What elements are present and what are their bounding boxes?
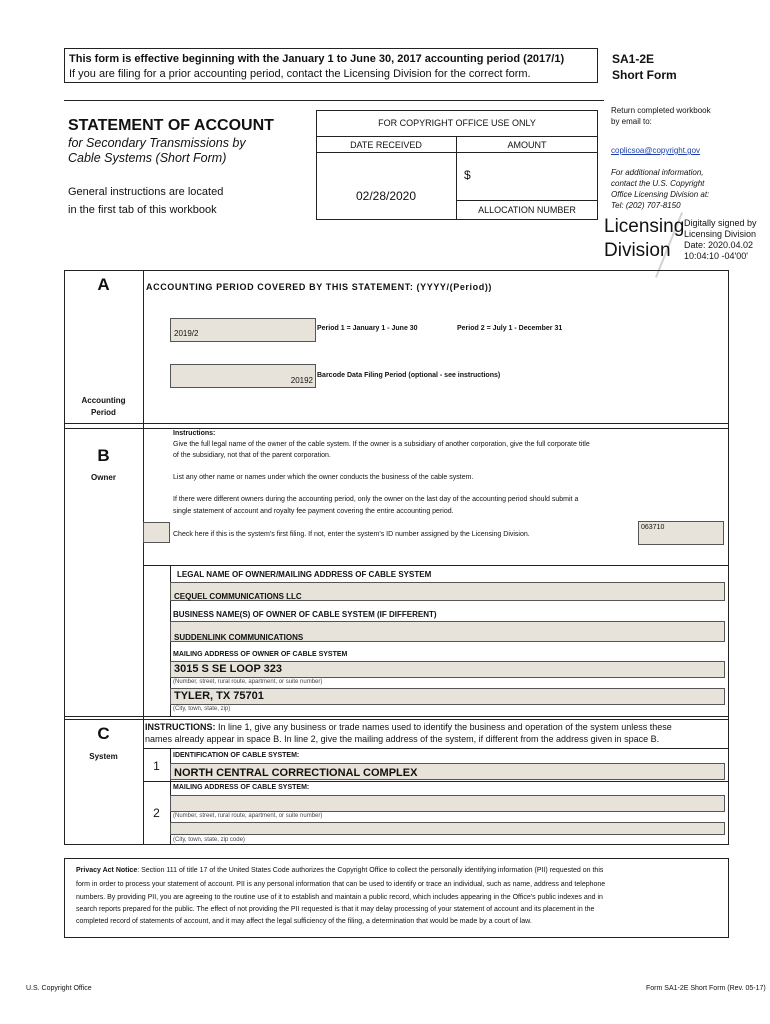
line-1-number: 1 bbox=[153, 759, 160, 773]
period-2-hint: Period 2 = July 1 - December 31 bbox=[457, 325, 563, 332]
footer-left: U.S. Copyright Office bbox=[26, 985, 92, 992]
owner-instr-4: If there were different owners during the accounting period, only the owner on the last day of the accounting period should submit a bbox=[173, 496, 579, 503]
owner-address-value: 3015 S SE LOOP 323 bbox=[174, 663, 283, 675]
legal-name-heading: LEGAL NAME OF OWNER/MAILING ADDRESS OF CABLE SYSTEM bbox=[177, 570, 432, 579]
system-instructions-bold: INSTRUCTIONS: bbox=[145, 722, 216, 732]
owner-city-hint: (City, town, state, zip) bbox=[173, 706, 231, 712]
signature-word-2: Division bbox=[604, 240, 671, 261]
prior-period-line: If you are filing for a prior accounting period, contact the Licensing Division for the correct form. bbox=[69, 68, 531, 80]
business-names-input[interactable] bbox=[170, 621, 725, 642]
general-instructions-1: General instructions are located bbox=[68, 186, 224, 198]
info-line-4: Tel: (202) 707-8150 bbox=[611, 201, 681, 210]
system-name-input[interactable] bbox=[170, 763, 725, 780]
signature-line-1: Digitally signed by bbox=[684, 218, 757, 228]
barcode-period-input[interactable] bbox=[170, 364, 316, 388]
footer-right: Form SA1-2E Short Form (Rev. 05-17) bbox=[646, 985, 766, 992]
owner-address-hint: (Number, street, rural route, apartment, or suite number) bbox=[173, 679, 323, 685]
office-use-heading: FOR COPYRIGHT OFFICE USE ONLY bbox=[378, 118, 536, 128]
section-b-letter: B bbox=[97, 446, 110, 465]
system-city-input[interactable] bbox=[170, 822, 725, 835]
signature-word-1: Licensing bbox=[604, 216, 685, 237]
system-name-value: NORTH CENTRAL CORRECTIONAL COMPLEX bbox=[174, 767, 418, 779]
date-received-label: DATE RECEIVED bbox=[350, 140, 422, 150]
section-a-heading: ACCOUNTING PERIOD COVERED BY THIS STATEMENT: (YYYY/(Period)) bbox=[146, 282, 493, 292]
privacy-line-5: completed record of statements of account, and it may affect the legal sufficiency of the filing, a determination that would be made by a court of law. bbox=[76, 918, 532, 925]
form-code: SA1-2E bbox=[612, 52, 655, 66]
general-instructions-2: in the first tab of this workbook bbox=[68, 204, 217, 216]
info-line-2: contact the U.S. Copyright bbox=[611, 179, 705, 188]
accounting-period-value: 2019/2 bbox=[174, 329, 199, 338]
privacy-line-1 bbox=[76, 867, 603, 874]
owner-instr-5: single statement of account and royalty fee payment covering the entire accounting period. bbox=[173, 508, 454, 515]
system-instructions-1 bbox=[145, 722, 672, 732]
system-id-input[interactable] bbox=[638, 521, 724, 545]
signature-line-4: 10:04:10 -04'00' bbox=[684, 251, 748, 261]
system-city-hint: (City, town, state, zip code) bbox=[173, 837, 245, 843]
business-names-heading: BUSINESS NAME(S) OF OWNER OF CABLE SYSTEM (IF DIFFERENT) bbox=[173, 610, 437, 619]
section-c-letter: C bbox=[97, 724, 110, 743]
accounting-period-input[interactable] bbox=[170, 318, 316, 342]
owner-city-value: TYLER, TX 75701 bbox=[174, 690, 264, 702]
owner-mailing-heading: MAILING ADDRESS OF OWNER OF CABLE SYSTEM bbox=[173, 651, 348, 658]
page-title: STATEMENT OF ACCOUNT bbox=[68, 117, 274, 134]
privacy-line-2: form in order to process your statement of account. PII is any personal information that can be used to identify or trace an individual, such as name, address and telephone bbox=[76, 881, 606, 888]
period-1-hint: Period 1 = January 1 - June 30 bbox=[317, 325, 418, 332]
email-link[interactable]: coplicsoa@copyright.gov bbox=[611, 146, 701, 155]
header-rule bbox=[64, 100, 604, 101]
form-type: Short Form bbox=[612, 68, 677, 82]
info-line-1: For additional information, bbox=[611, 168, 704, 177]
system-mailing-heading: MAILING ADDRESS OF CABLE SYSTEM: bbox=[173, 784, 310, 791]
date-received-value: 02/28/2020 bbox=[355, 189, 417, 203]
section-a-letter: A bbox=[97, 275, 110, 294]
signature-line-3: Date: 2020.04.02 bbox=[684, 240, 754, 250]
first-filing-text: Check here if this is the system's first filing. If not, enter the system's ID number assigned by the Licensing Division. bbox=[173, 531, 530, 538]
privacy-line-4: search reports prepared for the public. The effect of not providing the PII requested is that it may delay processing of your statement of account and its placement in the bbox=[76, 906, 595, 913]
owner-instructions-label: Instructions: bbox=[173, 430, 216, 437]
signature-line-2: Licensing Division bbox=[684, 229, 757, 239]
owner-city-input[interactable] bbox=[170, 688, 725, 705]
owner-address-input[interactable] bbox=[170, 661, 725, 678]
title-sub-1: for Secondary Transmissions by bbox=[68, 136, 246, 150]
system-address-hint: (Number, street, rural route, apartment, or suite number) bbox=[173, 813, 323, 819]
info-line-3: Office Licensing Division at: bbox=[611, 190, 710, 199]
section-a-label-1: Accounting bbox=[81, 396, 126, 405]
privacy-line-3: numbers. By providing PII, you are agreeing to the routine use of it to establish and maintain a public record, which includes appearing in the Office's public indexes and in bbox=[76, 894, 603, 901]
system-id-value: 063710 bbox=[641, 524, 665, 531]
line-2-number: 2 bbox=[153, 806, 160, 820]
business-names-value: SUDDENLINK COMMUNICATIONS bbox=[174, 633, 304, 642]
legal-name-value: CEQUEL COMMUNICATIONS LLC bbox=[174, 592, 302, 601]
amount-label: AMOUNT bbox=[507, 140, 547, 150]
owner-instr-1: Give the full legal name of the owner of the cable system. If the owner is a subsidiary of another corporation, give the full corporate title bbox=[173, 441, 590, 448]
legal-name-input[interactable] bbox=[170, 582, 725, 601]
system-address-input[interactable] bbox=[170, 795, 725, 812]
privacy-heading: Privacy Act Notice bbox=[76, 867, 138, 874]
section-c-label: System bbox=[89, 752, 118, 761]
first-filing-checkbox[interactable] bbox=[143, 522, 170, 543]
section-b-label: Owner bbox=[91, 473, 116, 482]
barcode-label: Barcode Data Filing Period (optional - see instructions) bbox=[317, 372, 501, 379]
section-a-label-2: Period bbox=[91, 408, 116, 417]
return-line-1: Return completed workbook bbox=[611, 106, 711, 115]
owner-instr-3: List any other name or names under which the owner conducts the business of the cable system. bbox=[173, 474, 474, 481]
privacy-text-1: : Section 111 of title 17 of the United States Code authorizes the Copyright Office to collect the personally identifying information (PII) requested on this bbox=[137, 867, 604, 874]
system-id-heading: IDENTIFICATION OF CABLE SYSTEM: bbox=[173, 752, 300, 759]
owner-instr-2: of the subsidiary, not that of the parent corporation. bbox=[173, 452, 331, 459]
return-line-2: by email to: bbox=[611, 117, 652, 126]
title-sub-2: Cable Systems (Short Form) bbox=[68, 151, 227, 165]
system-instructions-2: names already appear in space B. In line 2, give the mailing address of the system, if different from the address given in space B. bbox=[145, 734, 660, 744]
system-instructions-text: In line 1, give any business or trade names used to identify the business and operation of the system unless these bbox=[215, 722, 672, 732]
dollar-sign: $ bbox=[464, 168, 471, 182]
effective-date-line: This form is effective beginning with the January 1 to June 30, 2017 accounting period (2017/1) bbox=[69, 53, 565, 65]
barcode-period-value: 20192 bbox=[290, 376, 313, 385]
allocation-number-label: ALLOCATION NUMBER bbox=[478, 205, 576, 215]
